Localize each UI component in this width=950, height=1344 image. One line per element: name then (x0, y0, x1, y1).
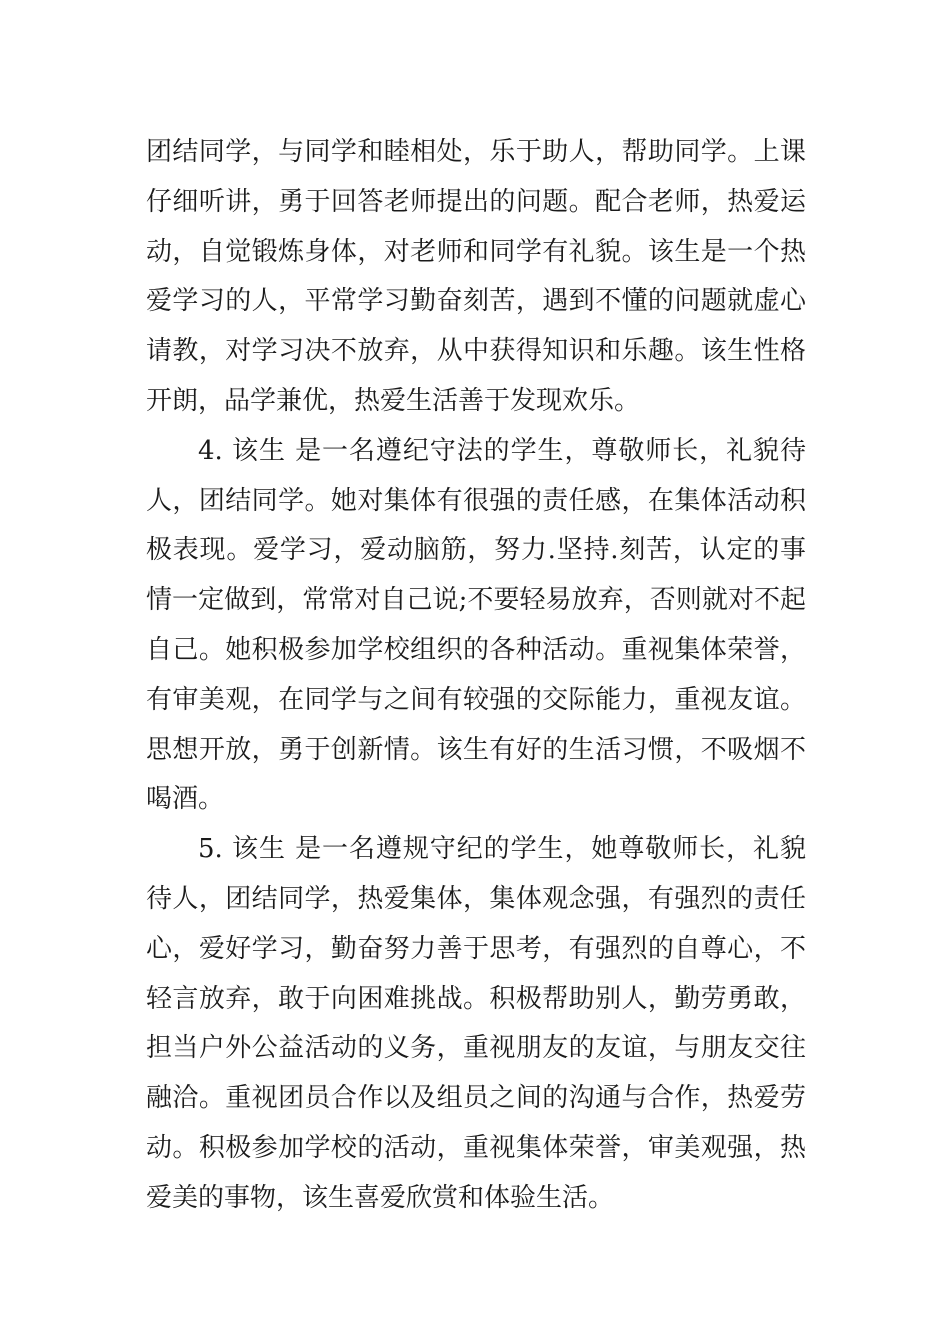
paragraph-continued (146, 128, 806, 427)
paragraph-item-5 (146, 825, 806, 1223)
text-line: 心，爱好学习，勤奋努力善于思考，有强烈的自尊心，不 (146, 933, 806, 964)
text-line: 开朗，品学兼优，热爱生活善于发现欢乐。 (146, 385, 641, 416)
text-line: 团结同学，与同学和睦相处，乐于助人，帮助同学。上课 (146, 137, 806, 167)
text-line: 自己。她积极参加学校组织的各种活动。重视集体荣誉， (146, 634, 806, 665)
text-line: 4. 该生 是一名遵纪守法的学生，尊敬师长，礼貌待 (198, 435, 806, 466)
paragraph-item-4 (146, 427, 806, 825)
text-line: 有审美观，在同学与之间有较强的交际能力，重视友谊。 (146, 684, 806, 715)
text-line: 融洽。重视团员合作以及组员之间的沟通与合作，热爱劳 (146, 1083, 806, 1114)
text-line: 极表现。爱学习，爱动脑筋，努力.坚持.刻苦，认定的事 (146, 535, 806, 566)
text-line: 轻言放弃，敢于向困难挑战。积极帮助别人，勤劳勇敢， (146, 983, 806, 1014)
text-line: 情一定做到，常常对自己说;不要轻易放弃，否则就对不起 (146, 585, 806, 616)
text-line: 爱美的事物，该生喜爱欣赏和体验生活。 (146, 1182, 615, 1213)
text-line: 担当户外公益活动的义务，重视朋友的友谊，与朋友交往 (146, 1033, 806, 1064)
text-line: 喝酒。 (146, 784, 225, 815)
text-line: 5. 该生 是一名遵规守纪的学生，她尊敬师长，礼貌 (198, 834, 806, 865)
text-line: 爱学习的人，平常学习勤奋刻苦，遇到不懂的问题就虚心 (146, 286, 806, 317)
text-line: 请教，对学习决不放弃，从中获得知识和乐趣。该生性格 (146, 336, 806, 367)
text-line: 待人，团结同学，热爱集体，集体观念强，有强烈的责任 (146, 883, 806, 914)
text-line: 思想开放，勇于创新情。该生有好的生活习惯，不吸烟不 (146, 734, 806, 765)
text-line: 动，自觉锻炼身体，对老师和同学有礼貌。该生是一个热 (146, 236, 806, 267)
document-body (146, 128, 806, 1224)
text-line: 仔细听讲，勇于回答老师提出的问题。配合老师，热爱运 (146, 186, 806, 217)
text-line: 人，团结同学。她对集体有很强的责任感，在集体活动积 (146, 485, 806, 516)
text-line: 动。积极参加学校的活动，重视集体荣誉，审美观强，热 (146, 1132, 806, 1163)
